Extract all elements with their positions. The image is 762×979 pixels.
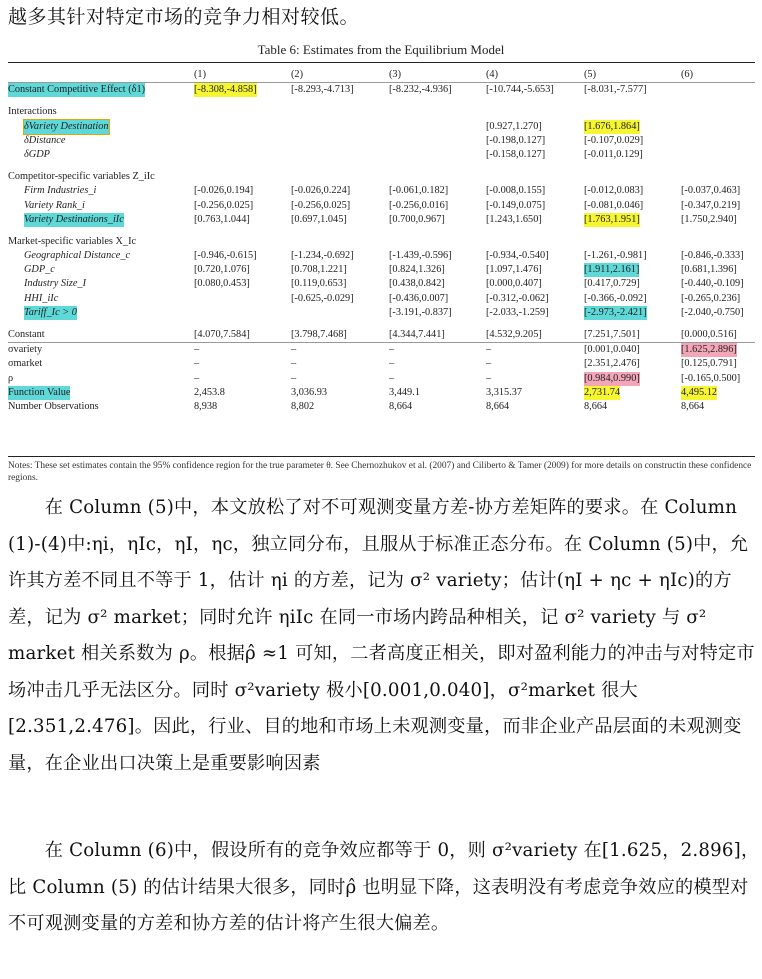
table-cell: [-0.008,0.155]: [486, 185, 546, 197]
table-cell: [-0.026,0.224]: [291, 185, 351, 197]
col-header-6: (6): [681, 69, 694, 80]
estimates-table: [8, 68, 755, 414]
table-cell: [0.000,0.516]: [681, 329, 737, 340]
table-cell: [0.000,0.407]: [486, 278, 542, 290]
row-label: Function Value: [8, 386, 70, 400]
table-row: [8, 120, 755, 134]
paragraph-1: 在 Column (5)中，本文放松了对不可观测变量方差-协方差矩阵的要求。在 Column (1)-(4)中:ηi，ηIc，ηI，ηc，独立同分布，且服从于标准正态分布。在 Column (5)中，允许其方差不同且不等于 1，估计 ηi 的方差，记为 σ² variety；估计(ηI + ηc + ηIc)的方差，记为 σ² market；同时允许 ηiIc 在同一市场内跨品种相关，记 σ² variety 与 σ² market 相关系数为 ρ。根据ρ̂ ≈1 可知，二者高度正相关，即对盈利能力的冲击与对特定市场冲击几乎无法区分。同时 σ²variety 极小[0.001,0.040]，σ²market 很大[2.351,2.476]。因此，行业、目的地和市场上未观测变量，而非企业产品层面的未观测变量，在企业出口决策上是重要影响因素: [8, 497, 755, 774]
table-cell: [-8.293,-4.713]: [291, 84, 354, 96]
table-cell: [-0.081,0.046]: [584, 199, 644, 211]
table-header-row: [8, 68, 755, 82]
table-cell: [-0.934,-0.540]: [486, 250, 549, 262]
table-cell: 8,938: [194, 400, 218, 412]
table-cell: [-0.011,0.129]: [584, 148, 643, 160]
table-cell: [-0.347,0.219]: [681, 199, 741, 211]
row-label: Constant Competitive Effect (δ1): [8, 83, 145, 97]
table-cell: [-0.149,0.075]: [486, 199, 546, 211]
table-row: [8, 199, 755, 213]
table-cell: [0.681,1.396]: [681, 264, 737, 276]
table-row: [8, 292, 755, 306]
row-gap: [8, 320, 755, 328]
row-label: δVariety Destination: [24, 120, 109, 134]
table-cell: [-0.625,-0.029]: [291, 292, 354, 304]
table-cell: [-3.191,-0.837]: [389, 306, 452, 318]
table-cell: 2,731.74: [584, 386, 620, 400]
table-cell: [-1.439,-0.596]: [389, 250, 452, 262]
table-cell: –: [486, 344, 492, 356]
table-cell: [-0.946,-0.615]: [194, 250, 257, 262]
col-header-2: (2): [291, 69, 304, 80]
table-cell: 3,449.1: [389, 386, 420, 398]
table-cell: [0.700,0.967]: [389, 213, 445, 225]
row-label: Geographical Distance_c: [24, 250, 131, 262]
row-label: GDP_c: [24, 264, 55, 276]
row-label: σvariety: [8, 344, 43, 356]
table-row: [8, 263, 755, 277]
col-header-4: (4): [486, 69, 499, 80]
col-header-5: (5): [584, 69, 597, 80]
table-cell: [-2.033,-1.259]: [486, 306, 549, 318]
table-notes: Notes: These set estimates contain the 95% confidence region for the true parameter θ. See Chernozhukov et al. (2007) and Ciliberto & Tamer (2009) for more details on constructin these confidence regions.: [8, 461, 752, 483]
table-row: [8, 213, 755, 227]
table-cell: [-2.040,-0.750]: [681, 306, 744, 318]
table-cell: [4.532,9.205]: [486, 329, 542, 340]
table-row: [8, 105, 755, 119]
table-cell: [-0.440,-0.109]: [681, 278, 744, 290]
table-cell: [-0.256,0.025]: [194, 199, 254, 211]
table-row: [8, 400, 755, 414]
table-cell: –: [389, 372, 395, 384]
row-label: HHI_iIc: [24, 292, 59, 304]
table-cell: [0.984,0.990]: [584, 372, 640, 386]
table-cell: [-0.256,0.016]: [389, 199, 449, 211]
table-cell: [-1.261,-0.981]: [584, 250, 647, 262]
table-cell: [-0.198,0.127]: [486, 134, 546, 146]
table-cell: 4,495.12: [681, 386, 717, 400]
table-row: [8, 342, 755, 357]
table-cell: [-0.265,0.236]: [681, 292, 741, 304]
row-label: Variety Rank_i: [24, 199, 85, 211]
table-cell: [-0.107,0.029]: [584, 134, 644, 146]
table-cell: [2.351,2.476]: [584, 358, 640, 370]
table-cell: [0.417,0.729]: [584, 278, 640, 290]
table-cell: –: [389, 344, 395, 356]
table-cell: [1.625,2.896]: [681, 343, 737, 357]
row-label: Interactions: [8, 106, 57, 118]
table-cell: [-0.436,0.007]: [389, 292, 449, 304]
table-row: [8, 386, 755, 400]
table-cell: –: [194, 372, 200, 384]
table-cell: [0.763,1.044]: [194, 213, 250, 225]
table-cell: 8,664: [681, 400, 705, 412]
table-cell: 8,664: [584, 400, 608, 412]
table-cell: [1.243,1.650]: [486, 213, 542, 225]
table-cell: [-0.158,0.127]: [486, 148, 546, 160]
row-label: σmarket: [8, 358, 43, 370]
table-cell: [0.824,1.326]: [389, 264, 445, 276]
table-row: [8, 357, 755, 371]
table-cell: [-0.256,0.025]: [291, 199, 351, 211]
row-label: Competitor-specific variables Z_iIc: [8, 171, 155, 183]
row-label: Number Observations: [8, 400, 99, 412]
table-cell: [-0.037,0.463]: [681, 185, 741, 197]
table-cell: [1.763,1.951]: [584, 213, 640, 227]
table-row: [8, 249, 755, 263]
table-row: [8, 184, 755, 198]
table-row: [8, 328, 755, 342]
table-cell: [0.125,0.791]: [681, 358, 737, 370]
col-header-3: (3): [389, 69, 402, 80]
table-row: [8, 170, 755, 184]
table-cell: [-0.366,-0.092]: [584, 292, 647, 304]
row-label: Market-specific variables X_Ic: [8, 235, 137, 247]
row-gap: [8, 97, 755, 105]
table-cell: [0.080,0.453]: [194, 278, 250, 290]
table-cell: [-0.012,0.083]: [584, 185, 644, 197]
table-cell: [-2.973,-2.421]: [584, 306, 647, 320]
table-cell: –: [486, 372, 492, 384]
table-cell: [-8.232,-4.936]: [389, 84, 452, 96]
table-cell: –: [291, 344, 297, 356]
table-title: Table 6: Estimates from the Equilibrium Model: [257, 42, 505, 57]
table-cell: [1.097,1.476]: [486, 264, 542, 276]
row-label: δDistance: [24, 134, 66, 146]
table-cell: [-8.308,-4.858]: [194, 83, 257, 97]
table-row: [8, 82, 755, 97]
row-label: Firm Industries_i: [24, 185, 97, 197]
table-cell: 3,036.93: [291, 386, 328, 398]
table-cell: 8,802: [291, 400, 315, 412]
table-cell: [-0.061,0.182]: [389, 185, 449, 197]
table-cell: [1.676,1.864]: [584, 120, 640, 134]
table-cell: –: [194, 358, 200, 370]
table-cell: [-0.846,-0.333]: [681, 250, 744, 262]
row-label: Constant: [8, 329, 45, 340]
table-top-rule: [8, 62, 755, 63]
table-cell: –: [291, 372, 297, 384]
table-cell: [0.697,1.045]: [291, 213, 347, 225]
table-row: [8, 235, 755, 249]
table-cell: [-0.312,-0.062]: [486, 292, 549, 304]
table-cell: –: [194, 344, 200, 356]
table-cell: 8,664: [389, 400, 413, 412]
table-cell: –: [389, 358, 395, 370]
table-cell: [3.798,7.468]: [291, 329, 347, 340]
table-cell: [4.070,7.584]: [194, 329, 250, 340]
table-cell: 8,664: [486, 400, 510, 412]
row-label: Variety Destinations_iIc: [24, 213, 124, 227]
table-cell: [0.438,0.842]: [389, 278, 445, 290]
table-cell: 3,315.37: [486, 386, 523, 398]
row-gap: [8, 227, 755, 235]
table-cell: [0.720,1.076]: [194, 264, 250, 276]
table-row: [8, 372, 755, 386]
table-row: [8, 148, 755, 162]
table-cell: [-1.234,-0.692]: [291, 250, 354, 262]
table-cell: [1.750,2.940]: [681, 213, 737, 225]
row-gap: [8, 162, 755, 170]
table-cell: [-0.165,0.500]: [681, 372, 741, 384]
col-header-1: (1): [194, 69, 207, 80]
table-cell: [-8.031,-7.577]: [584, 84, 647, 96]
table-cell: [-10.744,-5.653]: [486, 84, 554, 96]
row-label: ρ: [8, 372, 14, 384]
table-cell: [0.708,1.221]: [291, 264, 347, 276]
table-row: [8, 306, 755, 320]
table-cell: [1.911,2.161]: [584, 263, 639, 277]
table-cell: [0.119,0.653]: [291, 278, 347, 290]
table-row: [8, 277, 755, 291]
top-text: 越多其针对特定市场的竞争力相对较低。: [8, 6, 360, 28]
table-cell: [0.001,0.040]: [584, 344, 640, 356]
table-row: [8, 134, 755, 148]
table-cell: –: [291, 358, 297, 370]
row-label: δGDP: [24, 148, 50, 160]
table-cell: –: [486, 358, 492, 370]
table-cell: 2,453.8: [194, 386, 225, 398]
table-cell: [0.927,1.270]: [486, 120, 542, 132]
table-bottom-rule: [8, 456, 755, 457]
table-cell: [-0.026,0.194]: [194, 185, 254, 197]
row-label: Tariff_Ic > 0: [24, 306, 77, 320]
table-cell: [4.344,7.441]: [389, 329, 445, 340]
paragraph-2: 在 Column (6)中，假设所有的竞争效应都等于 0，则 σ²variety 在[1.625，2.896]，比 Column (5) 的估计结果大很多，同时ρ̂ 也明显下降，这表明没有考虑竞争效应的模型对不可观测变量的方差和协方差的估计将产生很大偏差。: [8, 840, 760, 934]
row-label: Industry Size_I: [24, 278, 87, 290]
table-cell: [7.251,7.501]: [584, 329, 640, 340]
